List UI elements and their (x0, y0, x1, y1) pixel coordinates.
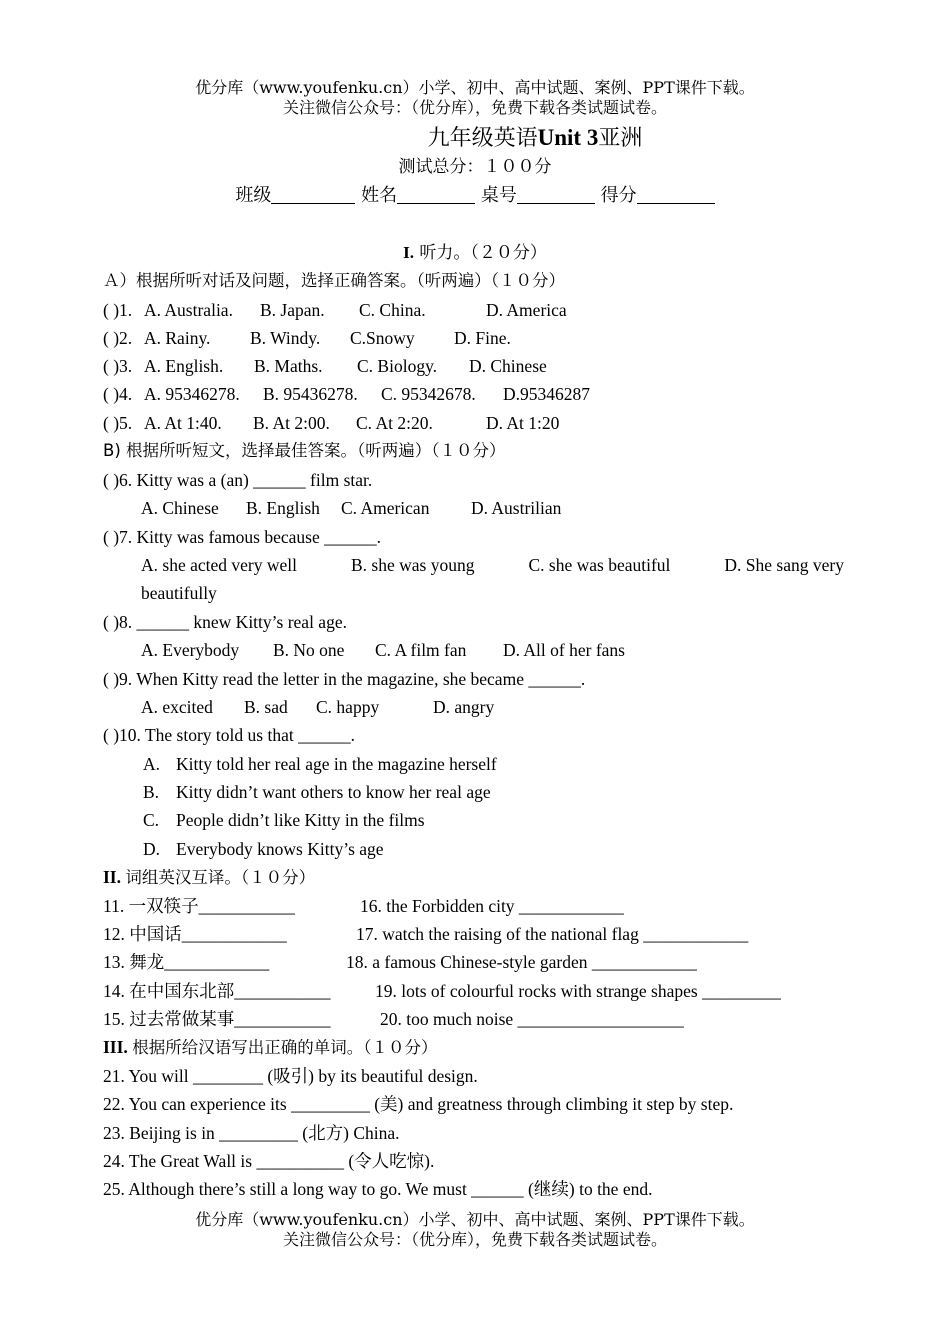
q6-option-b: B. English (246, 498, 320, 518)
question-7-options (141, 552, 844, 578)
q6-option-c: C. American (341, 498, 430, 518)
footer-line-1: 优分库（www.youfenku.cn）小学、初中、高中试题、案例、PPT课件下载。 (195, 1210, 755, 1229)
q4-option-a: A. 95346278. (144, 384, 240, 404)
total-score: 测试总分：１００分 (398, 157, 552, 177)
q9-option-b: B. sad (244, 697, 288, 717)
exam-title (60, 123, 950, 154)
q10-option-b-text: Kitty didn’t want others to know her real age (176, 782, 491, 802)
q10-option-d-text: Everybody knows Kitty’s age (176, 839, 384, 859)
q5-option-c: C. At 2:20. (356, 413, 433, 433)
q7-option-c: C. she was beautiful (528, 555, 671, 575)
q1-option-d: D. America (486, 300, 567, 320)
q9-option-a: A. excited (141, 697, 213, 717)
q3-option-b: B. Maths. (254, 356, 323, 376)
q9-option-d: D. angry (433, 697, 495, 717)
q3-option-d: D. Chinese (469, 356, 547, 376)
q23: 23. Beijing is in _________ (北方) China. (103, 1123, 400, 1143)
title-cn: 九年级英语 (427, 126, 538, 151)
section2-number: II. (103, 867, 121, 887)
q10-option-a-letter: A. (143, 754, 161, 774)
q8-option-c: C. A film fan (375, 640, 467, 660)
q5-number: ( )5. (103, 413, 133, 433)
q10-option-a-text: Kitty told her real age in the magazine herself (176, 754, 497, 774)
student-info (0, 184, 950, 208)
section3-heading (103, 1034, 437, 1061)
q10-option-c-text: People didn’t like Kitty in the films (176, 810, 425, 830)
q2-option-c: C.Snowy (350, 328, 415, 348)
q6-option-a: A. Chinese (141, 498, 219, 518)
q2-option-a: A. Rainy. (144, 328, 211, 348)
q3-number: ( )3. (103, 356, 133, 376)
score-label: 得分 (600, 185, 637, 206)
q4-option-c: C. 95342678. (381, 384, 476, 404)
section1-number: I. (403, 243, 414, 262)
name-blank[interactable] (397, 185, 475, 204)
q4-number: ( )4. (103, 384, 133, 404)
q1-option-b: B. Japan. (260, 300, 325, 320)
section3-title: 根据所给汉语写出正确的单词。（１０分） (132, 1038, 438, 1057)
q10-option-b-letter: B. (143, 782, 160, 802)
footer-line-2: 关注微信公众号：（优分库），免费下载各类试题试卷。 (282, 1230, 667, 1249)
q4-option-b: B. 95436278. (263, 384, 358, 404)
q24: 24. The Great Wall is __________ (令人吃惊). (103, 1151, 435, 1171)
q8-option-a: A. Everybody (141, 640, 240, 660)
q3-option-c: C. Biology. (357, 356, 438, 376)
q3-option-a: A. English. (144, 356, 224, 376)
q8-option-b: B. No one (273, 640, 345, 660)
q18: 18. a famous Chinese-style garden ____________ (346, 952, 697, 972)
section2-title: 词组英汉互译。（１０分） (125, 868, 316, 887)
class-blank[interactable] (271, 185, 355, 204)
q10-option-d-letter: D. (143, 839, 161, 859)
class-label: 班级 (235, 185, 272, 206)
question-10-stem: ( )10. The story told us that ______. (103, 725, 355, 745)
section3-number: III. (103, 1037, 128, 1057)
q4-option-d: D.95346287 (503, 384, 591, 404)
q5-option-d: D. At 1:20 (486, 413, 560, 433)
q20: 20. too much noise ___________________ (380, 1009, 684, 1029)
seat-label: 桌号 (480, 185, 517, 206)
q10-option-c-letter: C. (143, 810, 160, 830)
q7-option-d-continued: beautifully (141, 583, 217, 603)
part-a-instruction: Ａ）根据所听对话及问题，选择正确答案。（听两遍）（１０分） (103, 271, 565, 290)
name-label: 姓名 (361, 185, 398, 206)
q2-option-b: B. Windy. (250, 328, 321, 348)
q13: 13. 舞龙____________ (103, 952, 270, 972)
q2-option-d: D. Fine. (454, 328, 511, 348)
q8-option-d: D. All of her fans (503, 640, 625, 660)
header-line-2: 关注微信公众号：（优分库），免费下载各类试题试卷。 (282, 98, 667, 117)
q17: 17. watch the raising of the national flag ____________ (356, 924, 749, 944)
q5-option-a: A. At 1:40. (144, 413, 222, 433)
q6-option-d: D. Austrilian (471, 498, 562, 518)
part-b-instruction: B) 根据所听短文，选择最佳答案。（听两遍）（１０分） (103, 441, 506, 460)
q1-option-c: C. China. (359, 300, 426, 320)
title-unit: Unit 3 (537, 125, 599, 150)
q19: 19. lots of colourful rocks with strange shapes _________ (375, 981, 781, 1001)
header-line-1: 优分库（www.youfenku.cn）小学、初中、高中试题、案例、PPT课件下载。 (195, 78, 755, 97)
q1-option-a: A. Australia. (144, 300, 233, 320)
q5-option-b: B. At 2:00. (253, 413, 330, 433)
question-6-stem: ( )6. Kitty was a (an) ______ film star. (103, 470, 373, 490)
q7-option-a: A. she acted very well (141, 555, 297, 575)
q22: 22. You can experience its _________ (美) and greatness through climbing it step by step. (103, 1094, 734, 1114)
q11: 11. 一双筷子___________ (103, 896, 295, 916)
q7-option-b: B. she was young (351, 555, 475, 575)
q25: 25. Although there’s still a long way to go. We must ______ (继续) to the end. (103, 1179, 653, 1199)
q2-number: ( )2. (103, 328, 133, 348)
q9-option-c: C. happy (316, 697, 380, 717)
q7-option-d: D. She sang very (724, 555, 844, 575)
title-cn-2: 亚洲 (598, 126, 643, 151)
section1-heading (0, 241, 950, 265)
question-7-stem: ( )7. Kitty was famous because ______. (103, 527, 381, 547)
q14: 14. 在中国东北部___________ (103, 981, 331, 1001)
section2-heading (103, 864, 315, 891)
q12: 12. 中国话____________ (103, 924, 287, 944)
seat-blank[interactable] (517, 185, 595, 204)
q21: 21. You will ________ (吸引) by its beautiful design. (103, 1066, 478, 1086)
q16: 16. the Forbidden city ____________ (360, 896, 624, 916)
question-9-stem: ( )9. When Kitty read the letter in the magazine, she became ______. (103, 669, 586, 689)
q15: 15. 过去常做某事___________ (103, 1009, 331, 1029)
score-blank[interactable] (637, 185, 715, 204)
q1-number: ( )1. (103, 300, 133, 320)
section1-title: 听力。（２０分） (419, 243, 547, 263)
question-8-stem: ( )8. ______ knew Kitty’s real age. (103, 612, 347, 632)
